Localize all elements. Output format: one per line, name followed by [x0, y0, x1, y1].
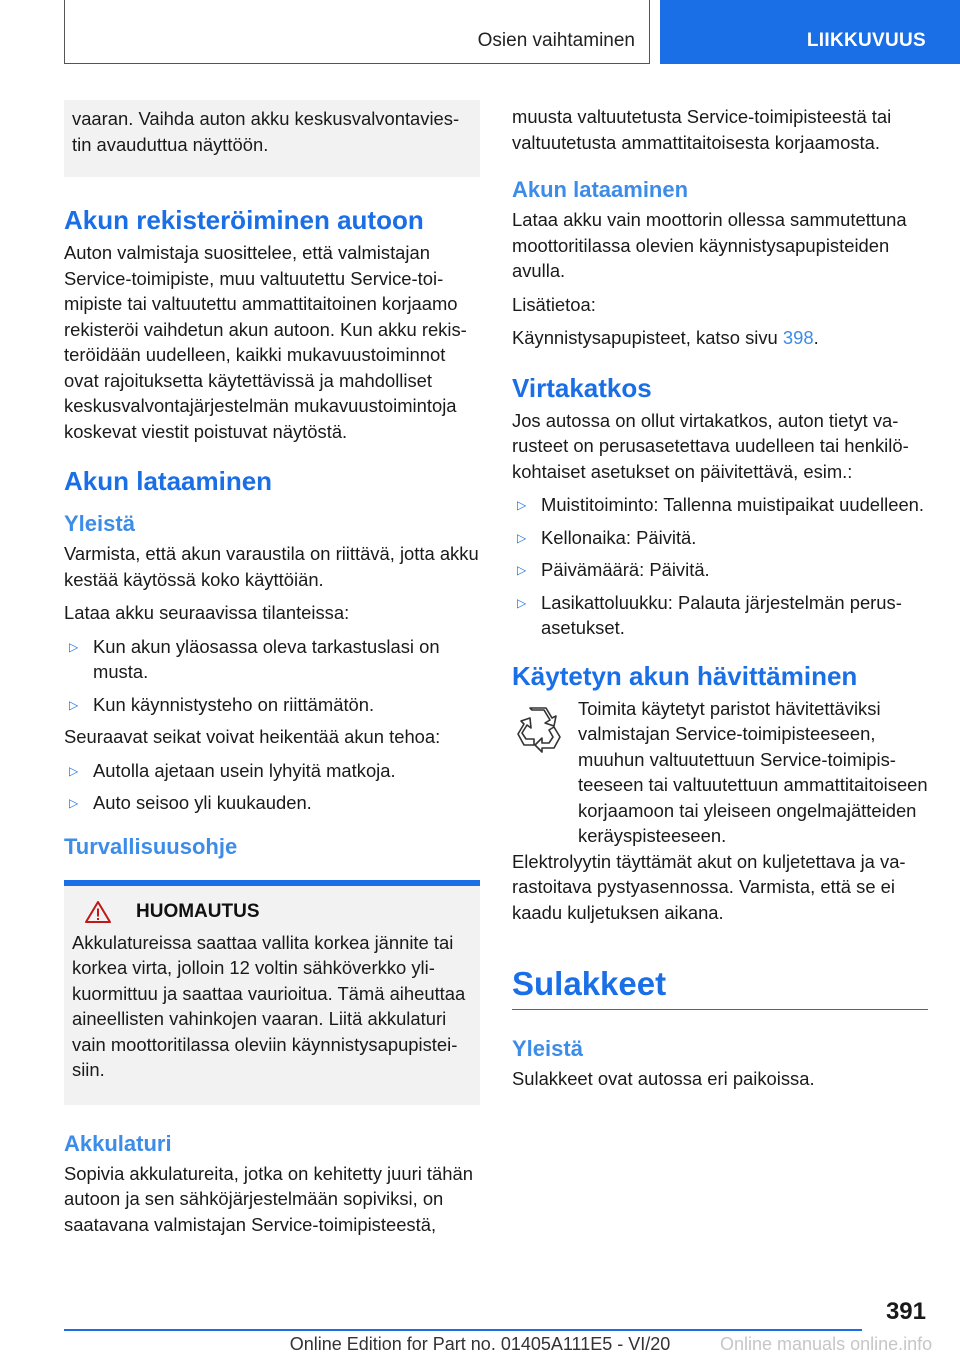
charge-conditions-list — [64, 634, 480, 718]
right-column — [512, 100, 928, 1100]
header-section-tab — [64, 0, 650, 64]
left-column — [64, 100, 480, 1245]
register-text: Auton valmistaja suosittelee, että valmistajan Service-toimipiste, muu valtuutettu Service-toimipiste tai valtuutettu ammattitaitoinen korjaamo rekisteröi vaihdetun akun autoon. Kun akku rekisteröidään uudelleen, kaikki mukavuustoiminnot ovat rajoituksetta käytettävissä ja mahdolliset keskusvalvontajärjestelmän mukavuustoimintoja koskevat viestit poistuvat näytöstä. — [64, 242, 467, 442]
warning-title: HUOMAUTUS — [136, 900, 260, 922]
jump-start-reference: Käynnistysapupisteet, katso sivu 398. — [512, 327, 819, 348]
triangle-bullet-icon: ▷ — [517, 498, 527, 512]
list-item: ▷ Kun käynnistysteho on riittämätön. — [64, 692, 480, 718]
disposal-text-2: Elektrolyytin täyttämät akut on kuljetettava ja varastoitava pystyasennossa. Varmista, että se ei kaadu kuljetuksen aikana. — [512, 850, 906, 923]
warning-title-row — [72, 900, 472, 924]
header-section-title: Osien vaihtaminen — [477, 30, 635, 51]
heading-fuses: Sulakkeet — [512, 965, 928, 1010]
list-item: ▷ Kellonaika: Päivitä. — [512, 525, 928, 551]
list-item: ▷ Lasikattoluukku: Palauta järjestelmän perusasetukset. — [517, 591, 902, 638]
triangle-bullet-icon: ▷ — [517, 530, 527, 545]
watermark-text: Online manuals online.info — [720, 1334, 933, 1354]
heading-power-outage: Virtakatkos — [512, 372, 652, 403]
weaken-list — [64, 758, 480, 816]
header-chapter-title: LIIKKUVUUS — [806, 30, 926, 51]
triangle-bullet-icon: ▷ — [517, 595, 527, 610]
header-chapter-tab — [660, 0, 960, 64]
charging-text: Lataa akku vain moottorin ollessa sammutettuna moottoritilassa olevien käynnistysapupisteiden avulla. — [512, 209, 907, 281]
more-info-label: Lisätietoa: — [512, 293, 596, 315]
triangle-bullet-icon: ▷ — [69, 639, 79, 654]
outage-text: Jos autossa on ollut virtakatkos, auton tietyt varusteet on perusasetettava uudelleen tai henkilökohtaiset asetukset on päivitettävä, esim.: — [512, 409, 909, 482]
charger-text: Sopivia akkulatureita, jotka on kehitetty juuri tähän autoon ja sen sähköjärjestelmään sopiviksi, on saatavana valmistajan Service-toimipisteestä, — [64, 1162, 473, 1235]
fuses-text: Sulakkeet ovat autossa eri paikoissa. — [512, 1068, 815, 1089]
recycle-icon — [512, 696, 578, 849]
heading-disposal: Käytetyn akun hävittäminen — [512, 660, 858, 691]
weaken-text: Seuraavat seikat voivat heikentää akun tehoa: — [64, 726, 441, 747]
footer-divider — [64, 1329, 862, 1331]
triangle-bullet-icon: ▷ — [69, 697, 79, 712]
heading-charger: Akkulaturi — [64, 1130, 172, 1156]
heading-safety: Turvallisuusohje — [64, 833, 238, 859]
list-item: ▷ Auto seisoo yli kuukauden. — [64, 790, 480, 816]
list-item: ▷ Päivämäärä: Päivitä. — [512, 557, 928, 583]
list-item: ▷ Muistitoiminto: Tallenna muistipaikat uudelleen. — [512, 492, 928, 518]
general-text-1: Varmista, että akun varaustila on riittävä, jotta akku kestää käytössä koko käyttöiän. — [64, 543, 479, 590]
edition-text: Online Edition for Part no. 01405A111E5 - VI/20 — [289, 1334, 671, 1354]
continuation-text: muusta valtuutetusta Service-toimipisteestä tai valtuutetusta ammattitaitoisesta korjaamosta. — [512, 106, 892, 153]
heading-register: Akun rekisteröiminen autoon — [64, 205, 424, 235]
warning-triangle-icon — [72, 900, 124, 924]
triangle-bullet-icon: ▷ — [517, 563, 527, 577]
disposal-block — [512, 696, 928, 849]
intro-box — [64, 100, 480, 177]
page-link-398[interactable]: 398 — [782, 327, 814, 348]
outage-list — [512, 492, 928, 641]
list-item: ▷ Autolla ajetaan usein lyhyitä matkoja. — [64, 758, 480, 784]
list-item: ▷ Kun akun yläosassa oleva tarkastuslasi on musta. — [69, 635, 440, 682]
disposal-text-1: Toimita käytetyt paristot hävitettäviksi valmistajan Service-toimipisteeseen, muuhun valtuutettuun Service-toimipisteeseen tai valtuutettuun ammattitaitoiseen korjaamoon tai yleiseen ongelmajätteiden keräyspisteeseen. — [578, 697, 928, 846]
warning-box — [64, 886, 480, 1105]
intro-text: vaaran. Vaihda auton akku keskusvalvontaviestin avauduttua näyttöön. — [72, 108, 460, 155]
heading-general: Yleistä — [64, 511, 135, 536]
heading-charging: Akun lataaminen — [64, 466, 273, 496]
footer-edition — [0, 1334, 960, 1355]
page-number: 391 — [885, 1298, 926, 1325]
heading-general-fuses: Yleistä — [512, 1036, 583, 1061]
triangle-bullet-icon: ▷ — [69, 796, 79, 810]
general-text-2: Lataa akku seuraavissa tilanteissa: — [64, 602, 350, 623]
warning-text: Akkulatureissa saattaa vallita korkea jännite tai korkea virta, jolloin 12 voltin sähköverkko ylikuormittuu ja saattaa vaurioitua. Tämä aiheuttaa aineellisten vahinkojen vaaran. Liitä akkulaturi vain moottoritilassa oleviin käynnistysapupisteisiin. — [72, 931, 466, 1080]
triangle-bullet-icon: ▷ — [69, 763, 79, 778]
heading-charging-right: Akun lataaminen — [512, 177, 689, 202]
